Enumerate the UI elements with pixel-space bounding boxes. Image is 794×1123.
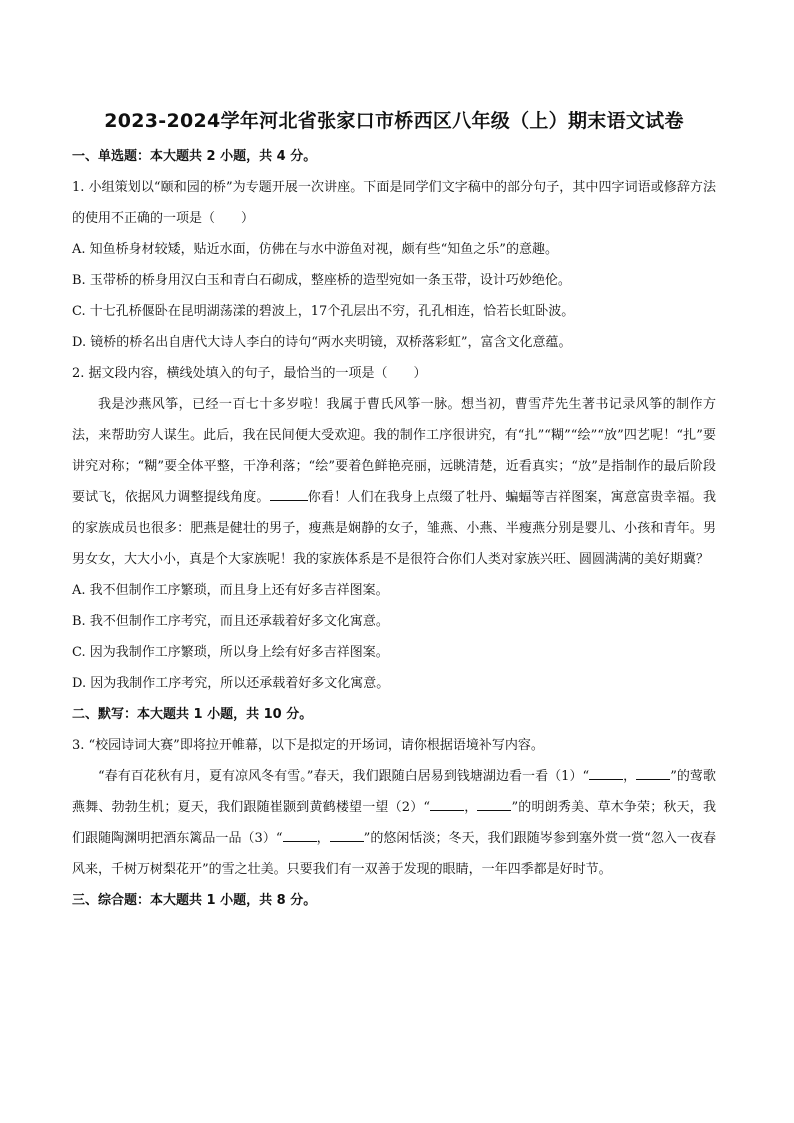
question-2-passage <box>72 389 716 575</box>
blank-comma-1: ， <box>623 769 637 784</box>
passage-part-b: 你看！人们在我身上点缀了牡丹、蝙蝠等吉祥图案，寓意富贵幸福。我的家族成员也很多：肥燕是健壮的男子，瘦燕是娴静的女子，雏燕、小燕、半瘦燕分别是婴儿、小孩和青年。男男女女，大大小小，真是个大家族呢！我的家族体系是不是很符合你们人类对家族兴旺、圆圆满满的美好期冀？ <box>72 490 716 567</box>
question-2-stem: 2. 据文段内容，横线处填入的句子，最恰当的一项是（ ） <box>72 366 427 381</box>
fill-blank-3b <box>330 827 364 842</box>
fill-blank-3a <box>283 827 317 842</box>
question-3-passage <box>72 761 716 885</box>
passage-text-1: “春有百花秋有月，夏有凉风冬有雪。”春天，我们跟随白居易到钱塘湖边看一看（1）“ <box>98 769 590 784</box>
question-1-option-a: A. 知鱼桥身材较矮，贴近水面，仿佛在与水中游鱼对视，颇有些“知鱼之乐”的意趣。 <box>72 242 558 257</box>
question-2-option-c: C. 因为我制作工序繁琐，所以身上绘有好多吉祥图案。 <box>72 645 389 660</box>
question-1-option-d: D. 镜桥的桥名出自唐代大诗人李白的诗句“两水夹明镜，双桥落彩虹”，富含文化意蕴。 <box>72 335 572 350</box>
passage-text-3: ”的明朗秀美、草木争荣；秋天，我们跟随陶渊明把酒东篱品一品（3）“ <box>72 800 716 846</box>
question-1-option-c: C. 十七孔桥偃卧在昆明湖荡漾的碧波上，17个孔层出不穷，孔孔相连，恰若长虹卧波。 <box>72 304 575 319</box>
section-heading-2: 二、默写：本大题共 1 小题，共 10 分。 <box>72 707 313 722</box>
fill-blank-1a <box>589 765 623 780</box>
passage-text-2: ”的莺歌燕舞、勃勃生机；夏天，我们跟随崔颢到黄鹤楼望一望（2）“ <box>72 769 716 815</box>
page-title: 2023-2024学年河北省张家口市桥西区八年级（上）期末语文试卷 <box>104 110 684 132</box>
question-3-stem: 3. “校园诗词大赛”即将拉开帷幕，以下是拟定的开场词，请你根据语境补写内容。 <box>72 738 544 753</box>
blank-comma-3: ， <box>316 831 330 846</box>
question-1-stem: 1. 小组策划以“颐和园的桥”为专题开展一次讲座。下面是同学们文字稿中的部分句子，其中四字词语或修辞方法的使用不正确的一项是（ ） <box>72 180 716 226</box>
question-2-option-b: B. 我不但制作工序考究，而且还承载着好多文化寓意。 <box>72 614 389 629</box>
fill-blank-2a <box>430 796 464 811</box>
passage-part-a: 我是沙燕风筝，已经一百七十多岁啦！我属于曹氏风筝一脉。想当初，曹雪芹先生著书记录风筝的制作方法，来帮助穷人谋生。此后，我在民间便大受欢迎。我的制作工序很讲究，有“扎”“糊”“绘”“放”四艺呢！“扎”要讲究对称；“糊”要全体平整，干净利落；“绘”要着色鲜艳亮丽，远眺清楚，近看真实；“放”是指制作的最后阶段要试飞，依据风力调整提线角度。 <box>72 397 716 505</box>
passage-text-4: ”的悠闲恬淡；冬天，我们跟随岑参到塞外赏一赏“忽入一夜春风来，千树万树梨花开”的雪之壮美。只要我们有一双善于发现的眼睛，一年四季都是好时节。 <box>72 831 716 877</box>
section-heading-3: 三、综合题：本大题共 1 小题，共 8 分。 <box>72 893 317 908</box>
blank-comma-2: ， <box>464 800 478 815</box>
question-2-option-d: D. 因为我制作工序考究，所以还承载着好多文化寓意。 <box>72 676 390 691</box>
question-1-option-b: B. 玉带桥的桥身用汉白玉和青白石砌成，整座桥的造型宛如一条玉带，设计巧妙绝伦。 <box>72 273 571 288</box>
fill-blank-2b <box>477 796 511 811</box>
fill-blank <box>270 486 308 501</box>
exam-page <box>72 96 716 916</box>
fill-blank-1b <box>636 765 670 780</box>
section-heading-1: 一、单选题：本大题共 2 小题，共 4 分。 <box>72 149 317 164</box>
question-2-option-a: A. 我不但制作工序繁琐，而且身上还有好多吉祥图案。 <box>72 583 389 598</box>
